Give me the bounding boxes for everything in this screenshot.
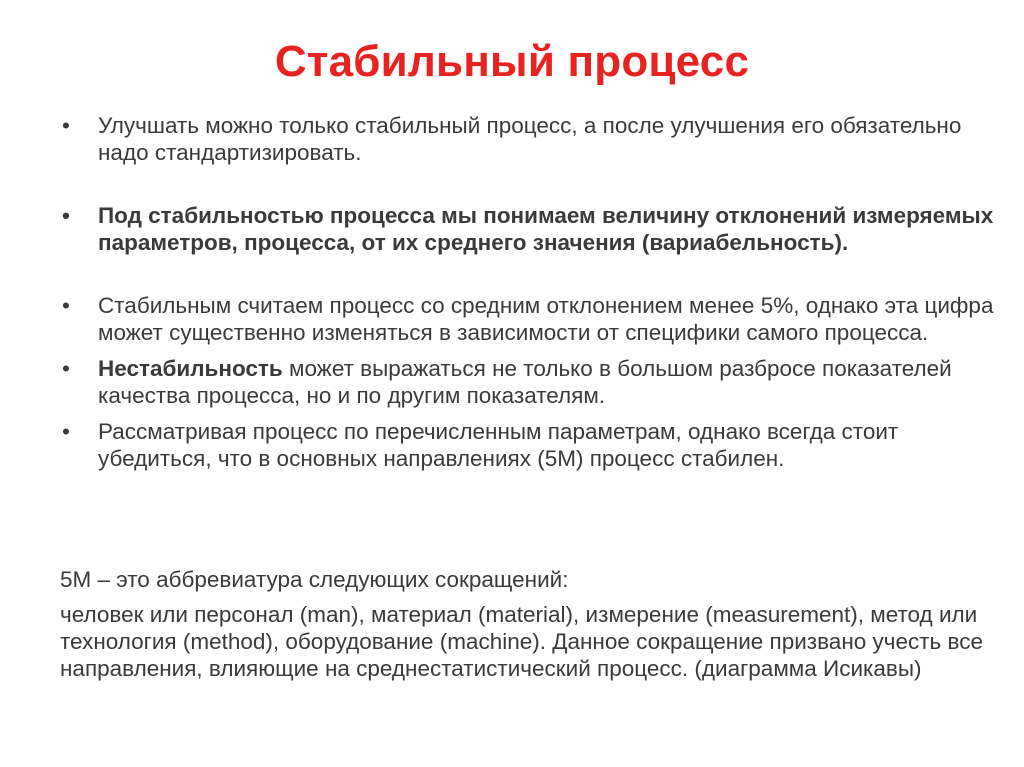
bullet-text: Улучшать можно только стабильный процесс, а после улучшения его обязательно надо стандартизировать. [98, 113, 962, 165]
bullet-item [56, 112, 996, 166]
footer-paragraph: человек или персонал (man), материал (material), измерение (measurement), метод или технология (method), оборудование (machine). Данное сокращение призвано учесть все направления, влияющие на среднестатистический процесс. (диаграмма Исикавы) [60, 602, 983, 681]
bullet-list [56, 112, 996, 472]
bullet-item [56, 355, 996, 409]
bullet-text: Рассматривая процесс по перечисленным параметрам, однако всегда стоит убедиться, что в основных направлениях (5М) процесс стабилен. [98, 419, 899, 471]
bullet-item [56, 418, 996, 472]
bullet-dot-icon: • [62, 293, 70, 318]
bullet-text: Под стабильностью процесса мы понимаем величину отклонений измеряемых параметров, процесса, от их среднего значения (вариабельность). [98, 203, 994, 255]
bullet-text: Стабильным считаем процесс со средним отклонением менее 5%, однако эта цифра может существенно изменяться в зависимости от специфики самого процесса. [98, 293, 994, 345]
footer-text-block [60, 566, 1000, 682]
bullet-dot-icon: • [62, 356, 70, 381]
bullet-dot-icon: • [62, 419, 70, 444]
footer-heading: 5М – это аббревиатура следующих сокращений: [60, 567, 569, 592]
bullet-dot-icon: • [62, 203, 70, 228]
bullet-dot-icon: • [62, 113, 70, 138]
bullet-text: может выражаться не только в большом разбросе показателей качества процесса, но и по другим показателям. [98, 356, 952, 408]
bullet-lead-bold: Нестабильность [98, 356, 283, 381]
bullet-item [56, 202, 996, 256]
bullet-item [56, 292, 996, 346]
slide-title: Стабильный процесс [274, 37, 750, 86]
